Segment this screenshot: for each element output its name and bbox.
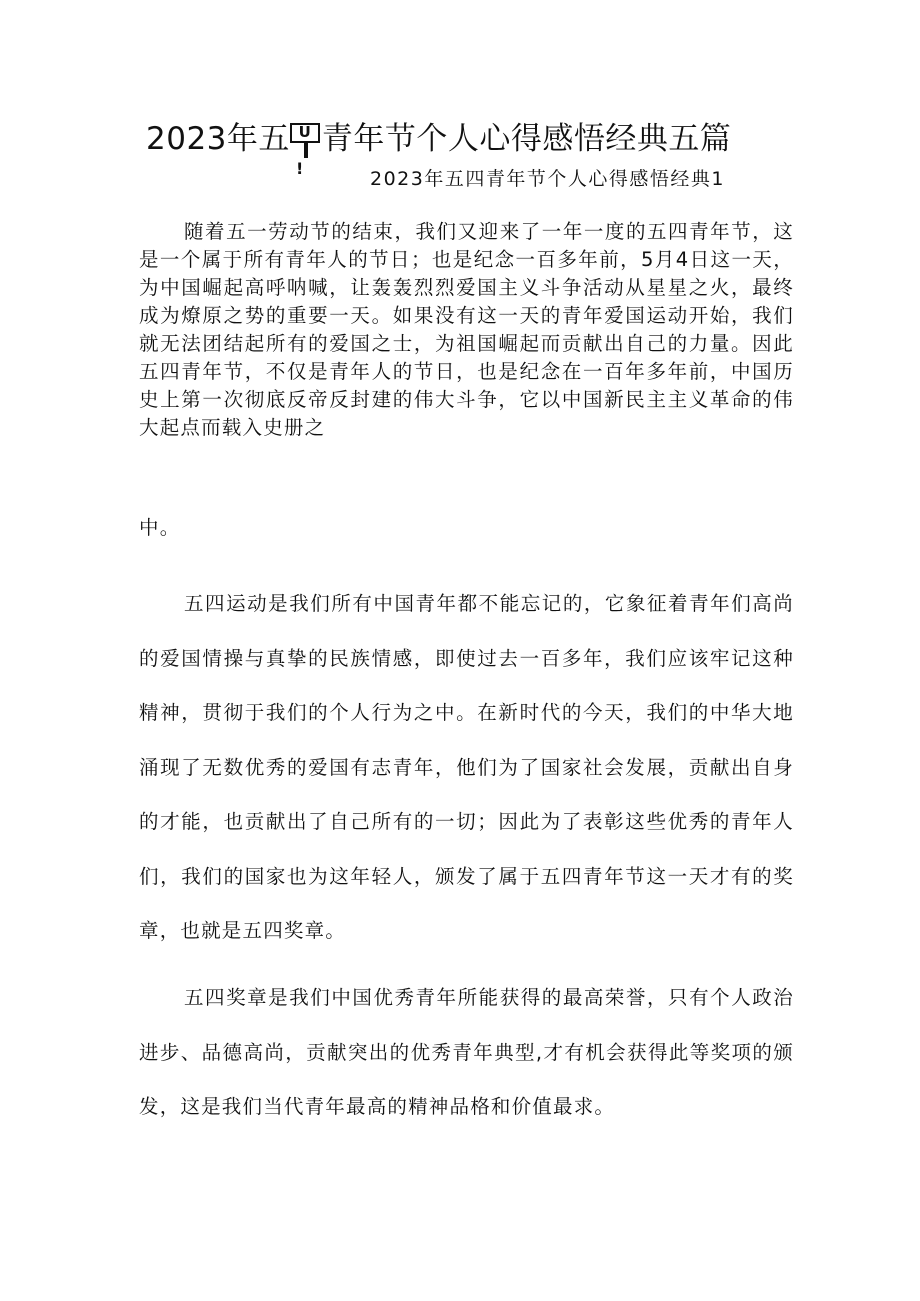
paragraph-1: 随着五一劳动节的结束，我们又迎来了一年一度的五四青年节，这是一个属于所有青年人的节日；也是纪念一百多年前，5月4日这一天，为中国崛起高呼呐喊，让轰轰烈烈爱国主义斗争活动从星星之火，最终成为燎原之势的重要一天。如果没有这一天的青年爱国运动开始，我们就无法团结起所有的爱国之士，为祖国崛起而贡献出自己的力量。因此五四青年节，不仅是青年人的节日，也是纪念在一百年多年前，中国历史上第一次彻底反帝反封建的伟大斗争，它以中国新民主主义革命的伟大起点而载入史册之	[139, 220, 794, 439]
title-glyph-box: U	[290, 123, 320, 143]
paragraph-1-continuation: 中。	[139, 516, 181, 539]
title-suffix: 青年节个人心得感悟经典五篇	[321, 121, 732, 157]
paragraph-2: 五四运动是我们所有中国青年都不能忘记的，它象征着青年们高尚的爱国情操与真挚的民族情感，即使过去一百多年，我们应该牢记这种精神，贯彻于我们的个人行为之中。在新时代的今天，我们的中华大地涌现了无数优秀的爱国有志青年，他们为了国家社会发展，贡献出自身的才能，也贡献出了自己所有的一切；因此为了表彰这些优秀的青年人们，我们的国家也为这年轻人，颁发了属于五四青年节这一天才有的奖章，也就是五四奖章。	[139, 592, 794, 942]
title-prefix: 2023年五	[146, 121, 290, 157]
paragraph-3: 五四奖章是我们中国优秀青年所能获得的最高荣誉，只有个人政治进步、品德高尚，贡献突出的优秀青年典型,才有机会获得此等奖项的颁发，这是我们当代青年最高的精神品格和价值最求。	[139, 986, 794, 1118]
title-garbled-glyph	[290, 123, 320, 154]
title-glyph-mark: !	[296, 159, 304, 178]
title-glyph-bar	[304, 142, 308, 158]
document-title	[146, 117, 731, 161]
document-subtitle: 2023年五四青年节个人心得感悟经典1	[370, 168, 725, 190]
